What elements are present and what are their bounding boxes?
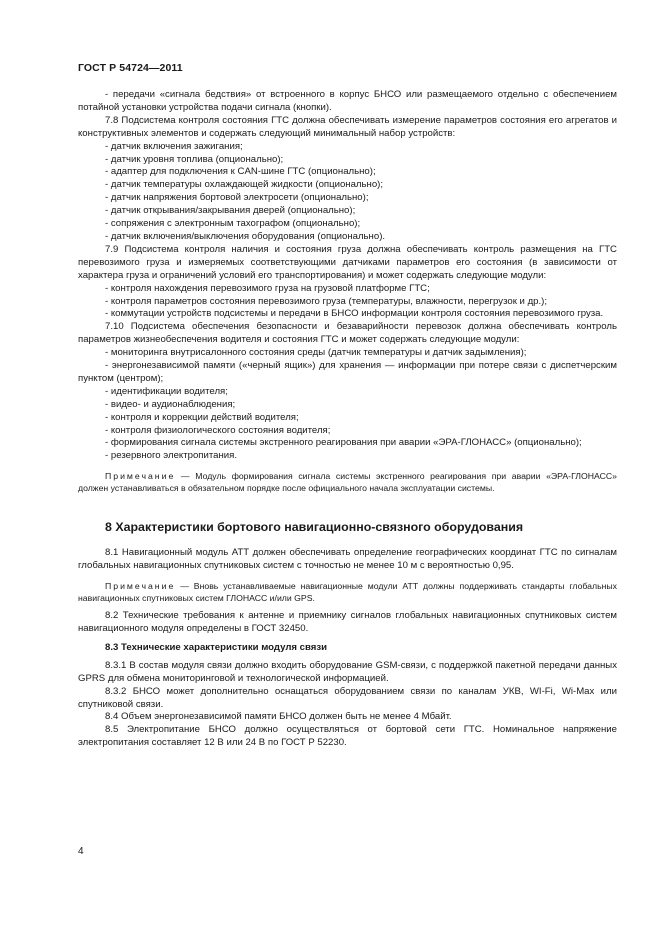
list-item: - контроля и коррекции действий водителя; xyxy=(105,411,299,423)
note-text: — Модуль формирования сигнала системы экстренного реагирования при аварии «ЭРА-ГЛОНАСС» должен устанавливаться в обязательном порядке после официального начала эксплуатации системы. xyxy=(78,471,617,493)
list-item: - коммутации устройств подсистемы и передачи в БНСО информации контроля состояния перевозимого груза. xyxy=(105,308,604,320)
list-item: - контроля нахождения перевозимого груза на грузовой платформе ГТС; xyxy=(105,282,430,294)
clause-8-3-1: 8.3.1 В состав модуля связи должно входить оборудование GSM-связи, с поддержкой пакетной передачи данных GPRS для обмена мониторинговой и технологической информацией. xyxy=(78,659,617,684)
paragraph: - передачи «сигнала бедствия» от встроенного в корпус БНСО или размещаемого отдельно с обеспечением потайной установки устройства подачи сигнала (кнопки). xyxy=(78,89,617,113)
list-item: - датчик температуры охлаждающей жидкости (опционально); xyxy=(105,179,384,191)
note-label: Примечание xyxy=(105,471,176,482)
list-item: - видео- и аудионаблюдения; xyxy=(105,398,236,410)
note-navigation xyxy=(78,581,617,604)
list-item: - контроля параметров состояния перевозимого груза (температуры, влажности, перегрузок и др.); xyxy=(105,295,548,307)
subsection-8-3-title: 8.3 Технические характеристики модуля связи xyxy=(105,641,328,653)
list-item: - датчик включения зажигания; xyxy=(105,140,243,152)
note-era-glonass xyxy=(78,471,617,494)
list-item: - идентификации водителя; xyxy=(105,385,228,397)
list-item: - датчик уровня топлива (опционально); xyxy=(105,153,284,165)
list-item: - энергонезависимой памяти («черный ящик») для хранения — информации при потере связи с диспетчерским пунктом (центром); xyxy=(78,360,617,384)
list-item: - датчик напряжения бортовой электросети (опционально); xyxy=(105,192,369,204)
clause-7-10: 7.10 Подсистема обеспечения безопасности и безаварийности перевозок должна обеспечивать контроль параметров жизнеобеспечения водителя и состояния ГТС и может содержать следующие модули: xyxy=(78,321,617,346)
clause-8-2: 8.2 Технические требования к антенне и приемнику сигналов глобальных навигационных спутниковых систем навигационного модуля определены в ГОСТ 32450. xyxy=(78,610,617,634)
list-item: - адаптер для подключения к CAN-шине ГТС (опционально); xyxy=(105,166,376,178)
clause-7-9: 7.9 Подсистема контроля наличия и состояния груза должна обеспечивать контроль размещения на ГТС перевозимого груза и измеряемых соответствующими датчиками параметров его состояния (в зависимости от характера груза и ограничений условий его транспортирования) и может содержать следующие модули: xyxy=(78,243,617,281)
list-item: - датчик включения/выключения оборудования (опционально). xyxy=(105,230,386,242)
page-number: 4 xyxy=(78,846,84,857)
clause-7-8: 7.8 Подсистема контроля состояния ГТС должна обеспечивать измерение параметров состояния его агрегатов и конструктивных элементов и содержать следующий минимальный набор устройств: xyxy=(78,114,617,139)
section-8-title: 8 Характеристики бортового навигационно-связного оборудования xyxy=(105,520,524,535)
clause-8-4: 8.4 Объем энергонезависимой памяти БНСО должен быть не менее 4 Мбайт. xyxy=(105,711,452,723)
list-item: - формирования сигнала системы экстренного реагирования при аварии «ЭРА-ГЛОНАСС» (опционально); xyxy=(105,437,582,449)
list-item: - сопряжения с электронным тахографом (опционально); xyxy=(105,218,361,230)
list-item: - мониторинга внутрисалонного состояния среды (датчик температуры и датчик задымления); xyxy=(105,347,527,359)
clause-8-1: 8.1 Навигационный модуль АТТ должен обеспечивать определение географических координат ГТС по сигналам глобальных навигационных спутниковых систем с точностью не менее 10 м с вероятностью 0,95. xyxy=(78,547,617,572)
list-item: - датчик открывания/закрывания дверей (опционально); xyxy=(105,205,356,217)
page-body xyxy=(78,89,617,750)
clause-8-5: 8.5 Электропитание БНСО должно осуществляться от бортовой сети ГТС. Номинальное напряжение электропитания составляет 12 В или 24 В по ГОСТ Р 52230. xyxy=(78,724,617,749)
list-item: - контроля физиологического состояния водителя; xyxy=(105,424,331,436)
clause-8-3-2: 8.3.2 БНСО может дополнительно оснащаться оборудованием связи по каналам УКВ, WI-Fi, Wi-Max или спутниковой связи. xyxy=(78,685,617,710)
list-item: - резервного электропитания. xyxy=(105,450,237,462)
note-label: Примечание xyxy=(105,581,176,592)
note-text: — Вновь устанавливаемые навигационные модули АТТ должны поддерживать стандарты глобальных навигационных спутниковых систем ГЛОНАСС и/или GPS. xyxy=(78,581,617,603)
document-header: ГОСТ Р 54724—2011 xyxy=(78,62,183,74)
